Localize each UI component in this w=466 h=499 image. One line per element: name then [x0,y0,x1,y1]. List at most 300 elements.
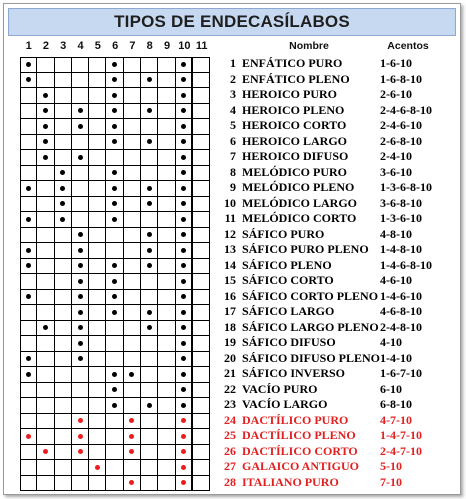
row-number: 22 [224,381,236,396]
grid-cell [20,212,37,228]
grid-cell [158,429,175,445]
verse-type-name: HEROICO LARGO [242,133,348,148]
grid-cell [158,181,175,197]
accent-dot [181,403,186,408]
grid-cell [176,414,193,430]
verse-type-name: VACÍO LARGO [242,397,328,411]
accent-dot [112,403,117,408]
accent-dot [181,124,186,129]
grid-cell [141,212,158,228]
grid-cell [193,73,210,89]
accent-dot [95,465,100,470]
grid-cell [176,259,193,275]
accent-pattern: 1-4-6-10 [380,288,422,303]
grid-cell [37,150,54,166]
grid-cell [124,135,141,151]
grid-cell [124,336,141,352]
accent-dot [181,279,186,284]
grid-cell [55,429,72,445]
grid-cell [193,274,210,290]
grid-cell [72,57,89,73]
accent-dot [112,217,117,222]
accent-dot [112,310,117,315]
accent-dot [181,372,186,377]
syllable-number-10: 10 [178,40,191,52]
grid-cell [141,104,158,120]
grid-cell [124,429,141,445]
grid-cell [55,104,72,120]
grid-cell [37,336,54,352]
grid-cell [124,305,141,321]
grid-cell [124,119,141,135]
grid-cell [106,259,123,275]
grid-cell [141,243,158,259]
grid-cell [193,460,210,476]
grid-cell [124,274,141,290]
verse-type-name: HEROICO PLENO [242,102,345,117]
row-number: 17 [224,304,236,318]
accent-dot [78,263,83,268]
accent-pattern: 1-6-8-10 [380,71,422,86]
grid-cell [72,414,89,430]
grid-cell [158,166,175,182]
grid-cell [72,336,89,352]
accent-dot [147,108,152,113]
grid-row [20,228,210,244]
grid-cell [37,243,54,259]
grid-cell [89,352,106,368]
grid-cell [20,119,37,135]
grid-cell [106,135,123,151]
grid-cell [124,414,141,430]
grid-cell [176,321,193,337]
grid-cell [106,243,123,259]
grid-cell [124,367,141,383]
accent-dot [43,108,48,113]
grid-cell [141,352,158,368]
grid-cell [37,305,54,321]
grid-cell [89,290,106,306]
grid-cell [37,166,54,182]
grid-cell [37,352,54,368]
grid-row [20,460,210,476]
row-number: 8 [230,164,236,179]
grid-cell [193,57,210,73]
row-number: 16 [224,288,236,303]
verse-type-row [222,72,452,88]
grid-cell [193,88,210,104]
grid-row [20,305,210,321]
accent-dot [112,279,117,284]
row-number: 20 [224,350,236,365]
grid-cell [176,290,193,306]
grid-cell [176,352,193,368]
accent-dot [43,124,48,129]
verse-type-name: MELÓDICO LARGO [242,195,358,210]
row-number: 27 [224,459,236,473]
grid-cell [193,321,210,337]
grid-cell [55,321,72,337]
grid-cell [55,274,72,290]
row-number: 2 [230,71,236,86]
grid-cell [55,367,72,383]
verse-type-name: MELÓDICO CORTO [242,211,357,225]
grid-cell [37,460,54,476]
grid-row [20,398,210,414]
grid-cell [89,119,106,135]
accent-dot [181,449,186,454]
grid-cell [158,445,175,461]
grid-cell [37,290,54,306]
grid-cell [20,398,37,414]
grid-cell [72,104,89,120]
grid-cell [141,460,158,476]
grid-cell [176,135,193,151]
grid-cell [55,119,72,135]
grid-cell [141,398,158,414]
grid-cell [124,259,141,275]
grid-cell [158,119,175,135]
title-banner [8,8,456,36]
accent-dot [26,217,31,222]
grid-row [20,119,210,135]
syllable-number-9: 9 [163,40,171,52]
grid-cell [20,197,37,213]
verse-type-row [222,320,452,336]
accent-dot [78,449,83,454]
grid-cell [106,197,123,213]
syllable-number-3: 3 [60,40,67,52]
accent-dot [78,294,83,299]
accent-dot [147,403,152,408]
accent-dot [112,62,117,67]
accent-dot [181,248,186,253]
accent-dot [129,480,134,485]
accent-dot [78,248,83,253]
row-number: 28 [224,474,236,489]
row-number: 19 [224,335,236,349]
accents-column-header: Acentos [387,40,429,52]
grid-row [20,135,210,151]
grid-cell [124,104,141,120]
grid-cell [193,197,210,213]
accent-pattern: 5-10 [380,459,402,473]
grid-row [20,476,210,492]
grid-cell [89,414,106,430]
row-number: 1 [230,56,236,70]
grid-cell [89,166,106,182]
grid-cell [72,212,89,228]
grid-cell [37,181,54,197]
accent-pattern: 2-4-6-10 [380,118,422,132]
accent-dot [112,201,117,206]
grid-cell [124,352,141,368]
accent-dot [60,201,65,206]
accent-dot [78,124,83,129]
grid-cell [141,383,158,399]
grid-cell [141,73,158,89]
grid-cell [141,290,158,306]
grid-cell [89,212,106,228]
accent-dot [26,62,31,67]
grid-cell [37,212,54,228]
grid-row [20,429,210,445]
verse-type-row [222,273,452,289]
grid-cell [55,73,72,89]
grid-row [20,336,210,352]
grid-cell [37,88,54,104]
row-number: 4 [230,102,236,117]
grid-cell [158,73,175,89]
grid-row [20,383,210,399]
grid-cell [141,305,158,321]
verse-type-name: HEROICO PURO [242,87,338,101]
grid-cell [37,321,54,337]
grid-row [20,166,210,182]
grid-row [20,352,210,368]
grid-cell [141,321,158,337]
grid-cell [158,305,175,321]
grid-cell [20,383,37,399]
row-number: 10 [224,195,236,210]
grid-cell [193,429,210,445]
accent-pattern: 4-8-10 [380,226,412,241]
accent-dot [26,372,31,377]
grid-cell [106,414,123,430]
grid-row [20,274,210,290]
grid-cell [89,104,106,120]
accent-dot [78,108,83,113]
grid-cell [20,73,37,89]
grid-cell [72,290,89,306]
grid-cell [141,445,158,461]
grid-cell [55,290,72,306]
grid-cell [55,135,72,151]
grid-cell [72,305,89,321]
grid-cell [141,476,158,492]
accent-dot [78,279,83,284]
verse-type-row [222,428,452,444]
accent-dot [181,201,186,206]
grid-cell [72,352,89,368]
grid-cell [193,181,210,197]
accent-dot [78,325,83,330]
grid-cell [158,383,175,399]
grid-row [20,197,210,213]
grid-cell [20,445,37,461]
grid-cell [176,119,193,135]
accent-pattern: 1-4-7-10 [380,428,422,442]
accent-dot [147,77,152,82]
grid-cell [141,57,158,73]
grid-cell [20,181,37,197]
grid-cell [55,383,72,399]
accent-dot [181,217,186,222]
accent-dot [147,310,152,315]
grid-cell [106,150,123,166]
grid-cell [72,181,89,197]
verse-type-row [222,382,452,398]
accent-dot [181,465,186,470]
grid-cell [89,57,106,73]
row-number: 24 [224,412,236,427]
grid-cell [37,228,54,244]
grid-cell [72,383,89,399]
grid-cell [20,460,37,476]
row-number: 11 [224,211,236,225]
row-number: 14 [224,257,236,272]
grid-cell [106,352,123,368]
accent-pattern: 4-10 [380,335,402,349]
grid-row [20,445,210,461]
accent-dot [26,434,31,439]
verse-type-name: SÁFICO CORTO PLENO [242,288,379,303]
accent-pattern: 4-7-10 [380,412,412,427]
row-number: 3 [230,87,236,101]
grid-cell [37,383,54,399]
grid-cell [72,73,89,89]
grid-cell [176,88,193,104]
grid-cell [141,228,158,244]
grid-cell [72,321,89,337]
accent-dot [43,139,48,144]
grid-cell [55,88,72,104]
grid-cell [106,166,123,182]
grid-cell [141,336,158,352]
grid-cell [193,383,210,399]
accent-dot [26,356,31,361]
grid-cell [37,476,54,492]
grid-cell [20,321,37,337]
grid-cell [106,290,123,306]
grid-cell [106,476,123,492]
grid-cell [193,104,210,120]
accent-dot [147,186,152,191]
grid-cell [141,181,158,197]
grid-cell [37,259,54,275]
grid-cell [55,150,72,166]
accent-pattern: 1-6-10 [380,56,412,70]
grid-cell [124,398,141,414]
grid-cell [20,243,37,259]
accent-pattern: 3-6-10 [380,164,412,179]
accent-dot [112,170,117,175]
accent-dot [129,418,134,423]
accent-dot [112,294,117,299]
grid-cell [55,181,72,197]
grid-cell [158,274,175,290]
grid-cell [89,460,106,476]
accent-pattern: 1-4-10 [380,350,412,365]
accent-pattern: 1-4-8-10 [380,242,422,256]
accent-dot [147,263,152,268]
grid-cell [72,88,89,104]
accent-dot [78,341,83,346]
accent-dot [60,186,65,191]
grid-cell [20,336,37,352]
verse-type-name: SÁFICO CORTO [242,273,334,287]
accent-dot [181,434,186,439]
grid-cell [55,336,72,352]
grid-row [20,321,210,337]
grid-cell [193,119,210,135]
grid-cell [89,336,106,352]
grid-cell [106,57,123,73]
verse-type-name: SÁFICO DIFUSO [242,335,336,349]
verse-type-name: DACTÍLICO PLENO [242,428,356,442]
accent-pattern: 2-4-10 [380,149,412,163]
accent-dot [43,449,48,454]
grid-cell [89,476,106,492]
grid-cell [193,228,210,244]
grid-cell [20,228,37,244]
verse-type-name: DACTÍLICO CORTO [242,443,358,458]
row-number: 26 [224,443,236,458]
grid-cell [72,445,89,461]
grid-cell [37,445,54,461]
grid-cell [176,166,193,182]
grid-cell [72,398,89,414]
grid-cell [124,243,141,259]
grid-cell [176,429,193,445]
accent-dot [181,77,186,82]
grid-cell [158,460,175,476]
grid-cell [55,243,72,259]
accent-dot [181,139,186,144]
accent-dot [78,310,83,315]
grid-cell [193,305,210,321]
grid-cell [176,181,193,197]
accent-dot [181,294,186,299]
accent-dot [112,93,117,98]
grid-cell [176,460,193,476]
grid-cell [193,445,210,461]
grid-cell [158,197,175,213]
accent-dot [26,263,31,268]
grid-cell [37,197,54,213]
verse-type-row [222,459,452,475]
verse-type-name: MELÓDICO PURO [242,164,347,179]
grid-cell [176,228,193,244]
accent-pattern: 2-4-6-8-10 [380,102,432,117]
grid-cell [124,212,141,228]
row-number: 12 [224,226,236,241]
page-title: TIPOS DE ENDECASÍLABOS [114,12,350,31]
accent-dot [181,155,186,160]
accent-pattern: 2-6-10 [380,87,412,101]
grid-cell [193,352,210,368]
grid-cell [106,73,123,89]
accent-dot [181,186,186,191]
grid-cell [20,414,37,430]
accent-dot [26,248,31,253]
grid-row [20,88,210,104]
grid-cell [37,57,54,73]
accent-dot [181,93,186,98]
accent-grid [20,57,210,491]
accent-dot [112,372,117,377]
grid-cell [141,166,158,182]
grid-cell [124,181,141,197]
row-number: 6 [230,133,236,148]
grid-cell [72,259,89,275]
row-number: 7 [230,149,236,163]
grid-row [20,414,210,430]
accent-dot [112,263,117,268]
accent-dot [112,77,117,82]
grid-cell [124,166,141,182]
grid-cell [158,57,175,73]
